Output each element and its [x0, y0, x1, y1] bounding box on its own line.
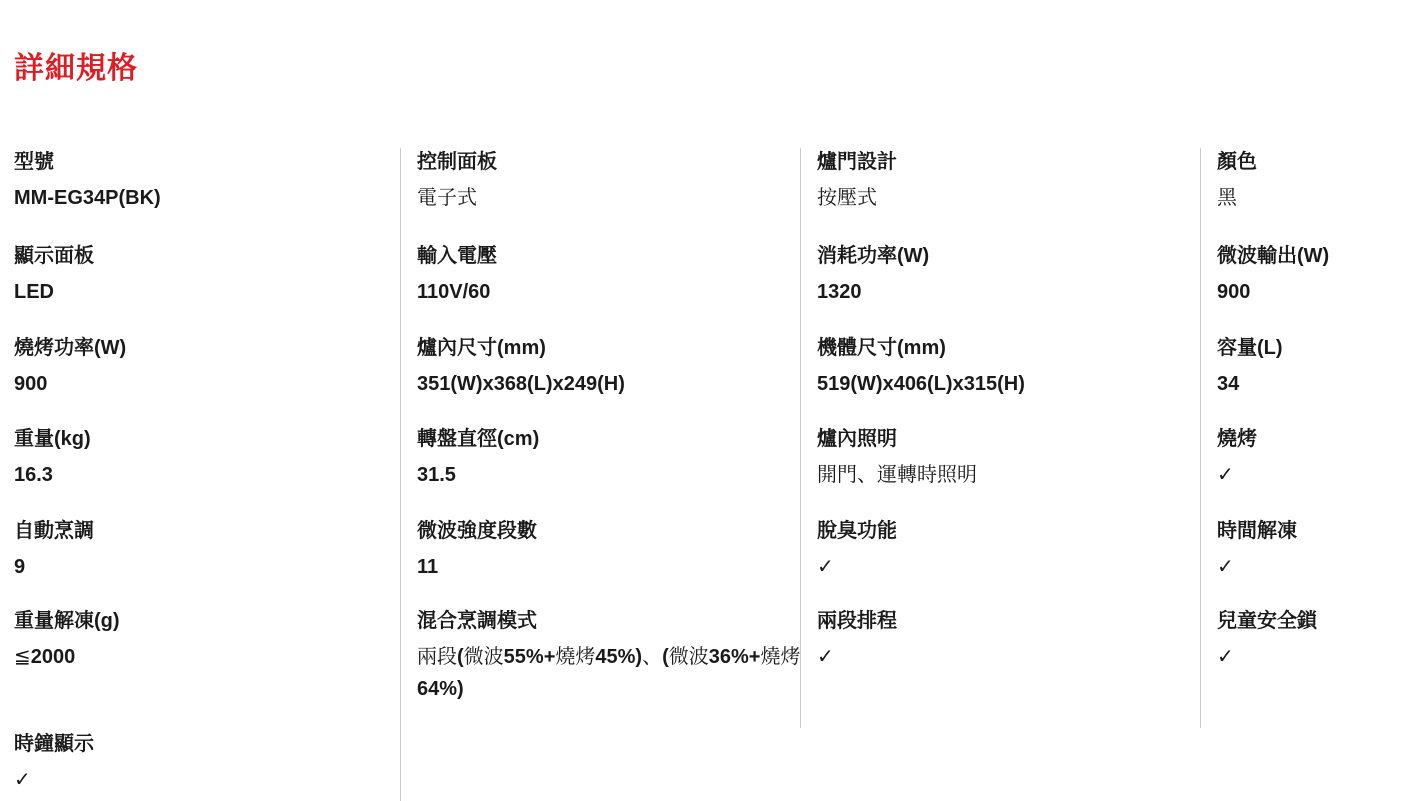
spec-label: 控制面板	[417, 151, 497, 173]
spec-item-child-lock	[1201, 607, 1406, 730]
spec-label: 脫臭功能	[817, 520, 897, 542]
spec-item-power-consumption	[801, 242, 1201, 334]
spec-item-deodorize	[801, 517, 1201, 607]
spec-item-input-voltage	[401, 242, 801, 334]
spec-value: 519(W)x406(L)x315(H)	[817, 373, 1025, 395]
spec-label: 消耗功率(W)	[817, 245, 930, 267]
spec-item-cavity-size	[401, 334, 801, 425]
spec-value: 351(W)x368(L)x249(H)	[417, 373, 625, 395]
spec-label: 微波強度段數	[417, 520, 537, 542]
spec-value: 開門、運轉時照明	[817, 464, 977, 486]
spec-item-power-levels	[401, 517, 801, 607]
spec-value: 黑	[1217, 187, 1237, 209]
spec-value: ✓	[14, 769, 31, 791]
spec-value: ✓	[1217, 646, 1234, 668]
spec-label: 兩段排程	[817, 610, 897, 632]
spec-value: 110V/60	[417, 281, 491, 303]
spec-item-combi-cook-mode	[401, 607, 801, 730]
spec-value: ✓	[817, 556, 834, 578]
spec-label: 機體尺寸(mm)	[817, 337, 946, 359]
spec-value: 9	[14, 556, 26, 578]
spec-item-grill	[1201, 425, 1406, 517]
spec-value: MM-EG34P(BK)	[14, 187, 161, 209]
spec-value: 兩段(微波55%+燒烤45%)、(微波36%+燒烤64%)	[417, 646, 801, 700]
spec-value: ✓	[817, 646, 834, 668]
spec-label: 混合烹調模式	[417, 610, 537, 632]
spec-item-clock-display	[0, 730, 401, 796]
spec-label: 重量解凍(g)	[14, 610, 120, 632]
spec-label: 爐內尺寸(mm)	[417, 337, 546, 359]
page-title: 詳細規格	[14, 52, 138, 85]
spec-label: 顯示面板	[14, 245, 94, 267]
spec-item-control-panel	[401, 148, 801, 242]
spec-item-body-size	[801, 334, 1201, 425]
spec-item-color	[1201, 148, 1406, 242]
spec-label: 時鐘顯示	[14, 733, 94, 755]
spec-label: 型號	[14, 151, 54, 173]
spec-value: 31.5	[417, 464, 456, 486]
spec-item-time-defrost	[1201, 517, 1406, 607]
spec-grid	[0, 148, 1406, 796]
spec-value: ✓	[1217, 464, 1234, 486]
spec-item-door-design	[801, 148, 1201, 242]
spec-value: 按壓式	[817, 187, 877, 209]
spec-value: 11	[417, 556, 439, 578]
spec-label: 爐門設計	[817, 151, 897, 173]
spec-item-display-panel	[0, 242, 401, 334]
spec-item-model	[0, 148, 401, 242]
spec-value: 電子式	[417, 187, 477, 209]
spec-value: 16.3	[14, 464, 53, 486]
spec-value: LED	[14, 281, 54, 303]
spec-item-weight	[0, 425, 401, 517]
spec-item-turntable-diameter	[401, 425, 801, 517]
spec-value: 900	[14, 373, 48, 395]
spec-value: 34	[1217, 373, 1240, 395]
spec-label: 轉盤直徑(cm)	[417, 428, 540, 450]
spec-label: 燒烤	[1217, 428, 1257, 450]
spec-item-capacity	[1201, 334, 1406, 425]
spec-item-two-stage-program	[801, 607, 1201, 730]
spec-label: 燒烤功率(W)	[14, 337, 127, 359]
spec-item-auto-cook	[0, 517, 401, 607]
spec-label: 重量(kg)	[14, 428, 91, 450]
spec-item-cavity-light	[801, 425, 1201, 517]
spec-item-microwave-output	[1201, 242, 1406, 334]
spec-label: 微波輸出(W)	[1217, 245, 1330, 267]
spec-value: ≦2000	[14, 646, 76, 668]
spec-label: 輸入電壓	[417, 245, 497, 267]
spec-label: 時間解凍	[1217, 520, 1297, 542]
spec-label: 爐內照明	[817, 428, 897, 450]
spec-item-grill-power	[0, 334, 401, 425]
spec-value: 1320	[817, 281, 862, 303]
spec-item-weight-defrost	[0, 607, 401, 730]
spec-value: ✓	[1217, 556, 1234, 578]
spec-label: 自動烹調	[14, 520, 94, 542]
spec-label: 兒童安全鎖	[1217, 610, 1317, 632]
spec-label: 顏色	[1217, 151, 1257, 173]
spec-label: 容量(L)	[1217, 337, 1283, 359]
spec-value: 900	[1217, 281, 1251, 303]
